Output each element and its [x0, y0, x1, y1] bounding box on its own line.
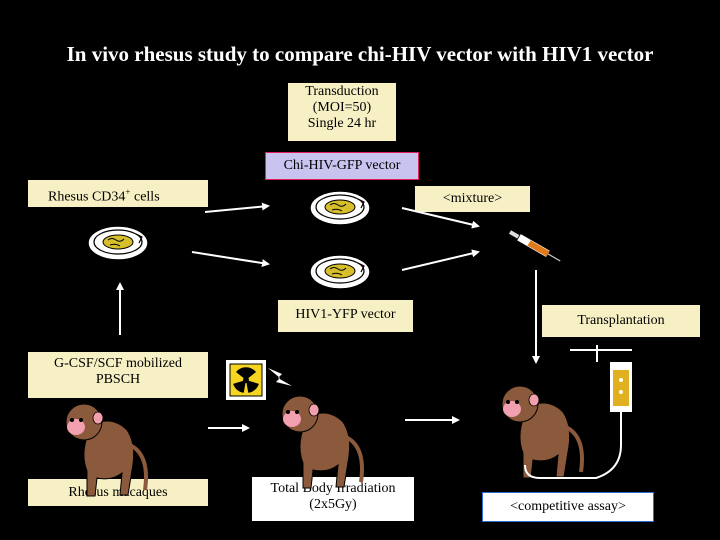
cd34-label: Rhesus CD34: [48, 189, 126, 205]
competitive-label: <competitive assay>: [510, 499, 626, 514]
petri-dish-icon: [310, 255, 370, 289]
chi-vector-label: Chi-HIV-GFP vector: [283, 158, 401, 173]
syringe-icon: [508, 229, 562, 265]
arrow-chi-to-mixture: [402, 208, 478, 226]
tbi-line2: (2x5Gy): [309, 497, 357, 513]
transduction-line2: (MOI=50): [312, 100, 372, 116]
petri-dish-icon: [310, 191, 370, 225]
transplantation-label: Transplantation: [577, 313, 665, 328]
petri-dish-icon: [88, 226, 148, 260]
page-title: In vivo rhesus study to compare chi-HIV vector with HIV1 vector: [66, 42, 654, 66]
cd34-suffix: cells: [130, 189, 160, 205]
monkey-icon: [502, 386, 582, 478]
monkey-icon: [282, 396, 362, 488]
arrow-cells-to-hiv1: [192, 252, 268, 264]
tbi-line1: Total Body Irradiation: [270, 481, 396, 496]
arrow-cells-to-chi: [205, 206, 268, 212]
cd34-sup: +: [125, 187, 131, 197]
transduction-line3: Single 24 hr: [307, 116, 377, 132]
lightning-icon: [268, 368, 292, 386]
macaques-label: Rhesus macaques: [68, 485, 168, 500]
mixture-label: <mixture>: [442, 191, 503, 206]
mobilized-line1: G-CSF/SCF mobilized: [54, 356, 182, 371]
arrow-hiv1-to-mixture: [402, 252, 478, 270]
mobilized-line2: PBSCH: [95, 372, 141, 388]
radiation-icon: [226, 360, 266, 400]
transduction-line1: Transduction: [305, 84, 379, 99]
monkey-icon: [66, 404, 146, 496]
hiv1-vector-label: HIV1-YFP vector: [295, 307, 396, 322]
